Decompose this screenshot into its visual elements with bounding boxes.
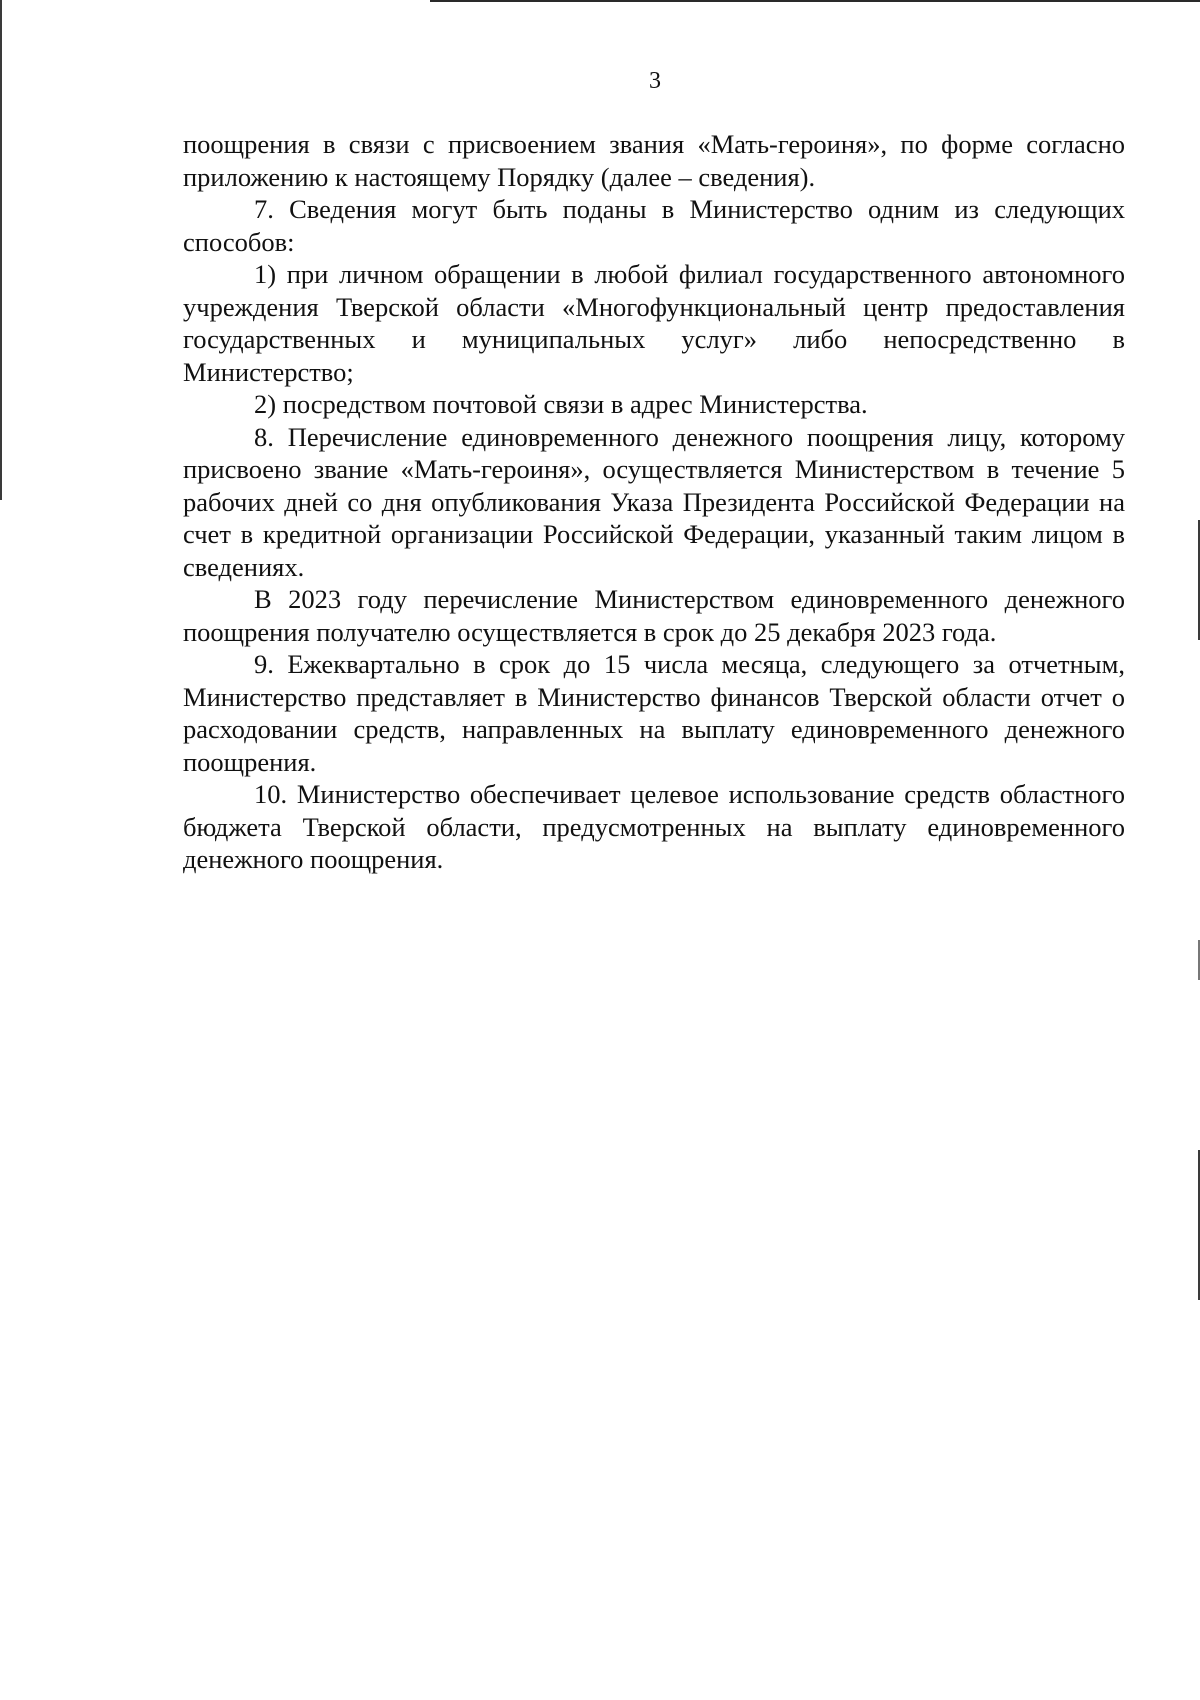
paragraph-subitem-2: 2) посредством почтовой связи в адрес Министерства. [254,389,868,419]
paragraph-item-8-note: В 2023 году перечисление Министерством единовременного денежного поощрения получателю осуществляется в срок до 25 декабря 2023 года. [183,584,1125,647]
document-body [183,128,1125,876]
paragraph-continuation: поощрения в связи с присвоением звания «Мать-героиня», по форме согласно приложению к настоящему Порядку (далее – сведения). [183,129,1125,192]
paragraph-subitem-1: 1) при личном обращении в любой филиал государственного автономного учреждения Тверской области «Многофункциональный центр предоставления государственных и муниципальных услуг» либо непосредственно в Министерство; [183,259,1125,387]
paragraph-item-10: 10. Министерство обеспечивает целевое использование средств областного бюджета Тверской области, предусмотренных на выплату единовременного денежного поощрения. [183,779,1125,874]
paragraph-item-9: 9. Ежеквартально в срок до 15 числа месяца, следующего за отчетным, Министерство представляет в Министерство финансов Тверской области отчет о расходовании средств, направленных на выплату единовременного денежного поощрения. [183,649,1125,777]
paragraph-item-8: 8. Перечисление единовременного денежного поощрения лицу, которому присвоено звание «Мать-героиня», осуществляется Министерством в течение 5 рабочих дней со дня опубликования Указа Президента Российской Федерации на счет в кредитной организации Российской Федерации, указанный таким лицом в сведениях. [183,421,1125,582]
paragraph-item-7: 7. Сведения могут быть поданы в Министерство одним из следующих способов: [183,194,1125,257]
page-number: 3 [649,68,661,94]
scan-border-top [430,0,1200,2]
